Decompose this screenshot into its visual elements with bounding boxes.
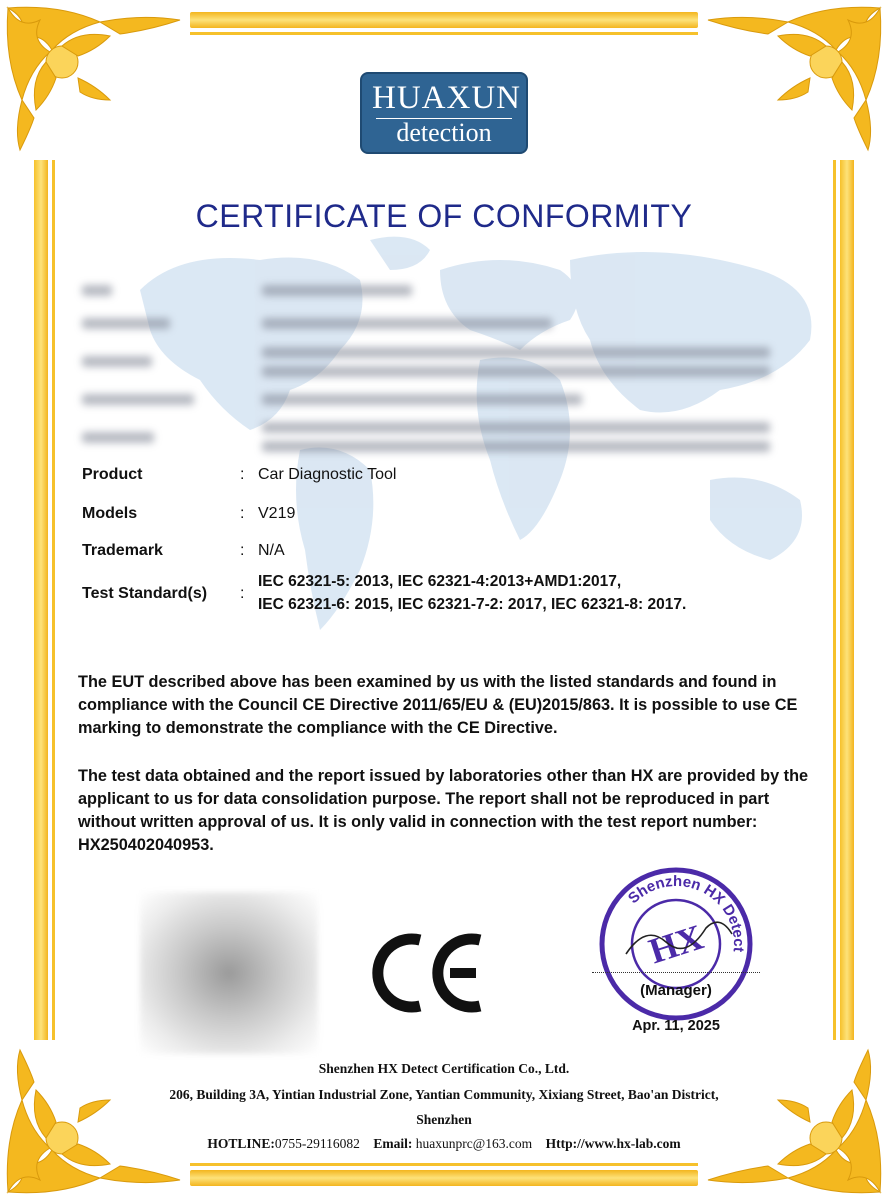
- redacted-label: [82, 356, 152, 367]
- product-label: Product: [82, 466, 143, 483]
- product-value: Car Diagnostic Tool: [258, 466, 397, 483]
- trademark-value: N/A: [258, 542, 285, 559]
- frame-top-bar: [190, 12, 698, 28]
- email-label: Email:: [373, 1136, 413, 1151]
- hotline-label: HOTLINE:: [207, 1136, 275, 1151]
- redacted-label: [82, 432, 154, 443]
- redacted-value: [262, 347, 770, 358]
- test-standards-line-2: IEC 62321-6: 2015, IEC 62321-7-2: 2017, IEC 62321-8: 2017.: [258, 596, 687, 613]
- frame-left-inner-line: [52, 160, 55, 1040]
- test-standards-colon: :: [240, 585, 245, 602]
- frame-left-bar: [34, 160, 48, 1040]
- qr-code: [140, 892, 318, 1054]
- redacted-value: [262, 394, 582, 405]
- email-address: huaxunprc@163.com: [415, 1136, 533, 1151]
- frame-bottom-bar: [190, 1170, 698, 1186]
- company-logo: [360, 72, 528, 154]
- test-data-statement: The test data obtained and the report issued by laboratories other than HX are provided by the applicant to us for data consolidation purpose. The report shall not be reproduced in part without written approval of us. It is only valid in connection with the test report number: HX250402040953.: [78, 767, 809, 854]
- redacted-value: [262, 318, 552, 329]
- signature-line: [592, 972, 760, 973]
- models-label: Models: [82, 505, 138, 522]
- seal-ring-text: Shenzhen HX Detect: [624, 872, 748, 953]
- certificate-title: CERTIFICATE OF CONFORMITY: [195, 198, 693, 234]
- redacted-value: [262, 285, 412, 296]
- issuer-address-line-1: 206, Building 3A, Yintian Industrial Zone, Yantian Community, Xixiang Street, Bao'an District,: [169, 1087, 719, 1102]
- ornament-corner-icon: [698, 0, 888, 160]
- product-colon: :: [240, 466, 245, 483]
- ornament-corner-icon: [0, 0, 190, 160]
- test-standards-label: Test Standard(s): [82, 585, 208, 602]
- signatory-role: (Manager): [640, 982, 712, 999]
- issuer-address-line-2: Shenzhen: [416, 1112, 472, 1127]
- redacted-value: [262, 366, 770, 377]
- frame-right-bar: [840, 160, 854, 1040]
- frame-bottom-inner-line: [190, 1163, 698, 1166]
- issuer-company: Shenzhen HX Detect Certification Co., Ltd.: [318, 1061, 570, 1076]
- redacted-label: [82, 285, 112, 296]
- redacted-label: [82, 394, 194, 405]
- trademark-label: Trademark: [82, 542, 163, 559]
- ce-mark-icon: [368, 928, 488, 1018]
- redacted-value: [262, 422, 770, 433]
- website-link[interactable]: Http://www.hx-lab.com: [545, 1136, 681, 1151]
- logo-subtitle: detection: [396, 118, 492, 147]
- seal-center-text: HX: [644, 916, 708, 972]
- issue-date: Apr. 11, 2025: [632, 1018, 720, 1034]
- models-value: V219: [258, 505, 296, 522]
- redacted-label: [82, 318, 170, 329]
- compliance-statement: The EUT described above has been examined by us with the listed standards and found in compliance with the Council CE Directive 2011/65/EU & (EU)2015/863. It is possible to use CE marking to demonstrate the compliance with the CE Directive.: [78, 673, 798, 737]
- trademark-colon: :: [240, 542, 245, 559]
- logo-wordmark: HUAXUN: [372, 80, 521, 116]
- redacted-value: [262, 441, 770, 452]
- models-colon: :: [240, 505, 245, 522]
- frame-top-inner-line: [190, 32, 698, 35]
- hotline-number: 0755-29116082: [274, 1136, 360, 1151]
- test-standards-line-1: IEC 62321-5: 2013, IEC 62321-4:2013+AMD1:2017,: [258, 573, 622, 590]
- issuer-contacts: [100, 1136, 788, 1152]
- company-seal-icon: [596, 864, 756, 1024]
